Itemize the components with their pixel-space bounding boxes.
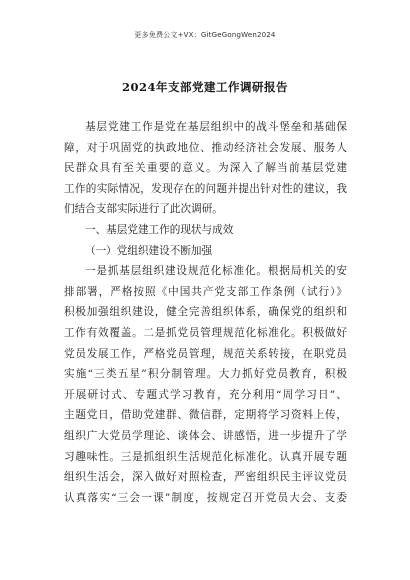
paragraph-line: 基层党建工作是党在基层组织中的战斗堡垒和基础保 [85, 121, 347, 133]
header-note: 更多免费公文+VX：GitGeGongWen2024 [134, 31, 276, 39]
paragraph-line: 习趣味性。三是抓组织生活规范化标准化。认真开展专题 [64, 450, 347, 463]
paragraph-line: 民群众具有至关重要的意义。为深入了解当前基层党建 [64, 162, 347, 175]
paragraph-line: 积极加强组织建设，健全完善组织体系，确保党的组织和 [64, 306, 347, 319]
paragraph-line: 主题党日，借助党建群、微信群，定期将学习资料上传， [64, 409, 347, 422]
paragraph-line: 工作有效覆盖。二是抓党员管理规范化标准化。积极做好 [64, 326, 347, 339]
paragraph-line: 工作的实际情况，发现存在的问题并提出针对性的建议，我 [64, 182, 347, 195]
subsection-heading: （一）党组织建设不断加强 [85, 244, 213, 257]
section-heading: 一、基层党建工作的现状与成效 [85, 223, 234, 236]
paragraph-line: 实施“三类五星”积分制管理。大力抓好党员教育，积极 [64, 368, 347, 381]
paragraph-line: 认真落实“三会一课”制度，按规定召开党员大会、支委 [64, 491, 347, 504]
document-body [64, 117, 347, 508]
paragraph-line: 排部署，严格按照《中国共产党支部工作条例（试行）》 [64, 285, 347, 298]
paragraph-line: 们结合支部实际进行了此次调研。 [64, 203, 223, 216]
paragraph-line: 组织生活会，深入做好对照检查，严密组织民主评议党员 [64, 471, 347, 484]
paragraph-line: 障，对于巩固党的执政地位、推动经济社会发展、服务人 [64, 141, 347, 154]
paragraph-line: 组织广大党员学理论、谈体会、讲感悟，进一步提升了学 [64, 429, 347, 442]
paragraph-line: 一是抓基层组织建设规范化标准化。根据局机关的安 [85, 265, 347, 278]
paragraph-line: 开展研讨式、专题式学习教育，充分利用“周学习日”、 [64, 388, 347, 401]
paragraph-line: 党员发展工作，严格党员管理，规范关系转接，在职党员 [64, 347, 347, 360]
document-title: 2024年支部党建工作调研报告 [121, 80, 288, 94]
